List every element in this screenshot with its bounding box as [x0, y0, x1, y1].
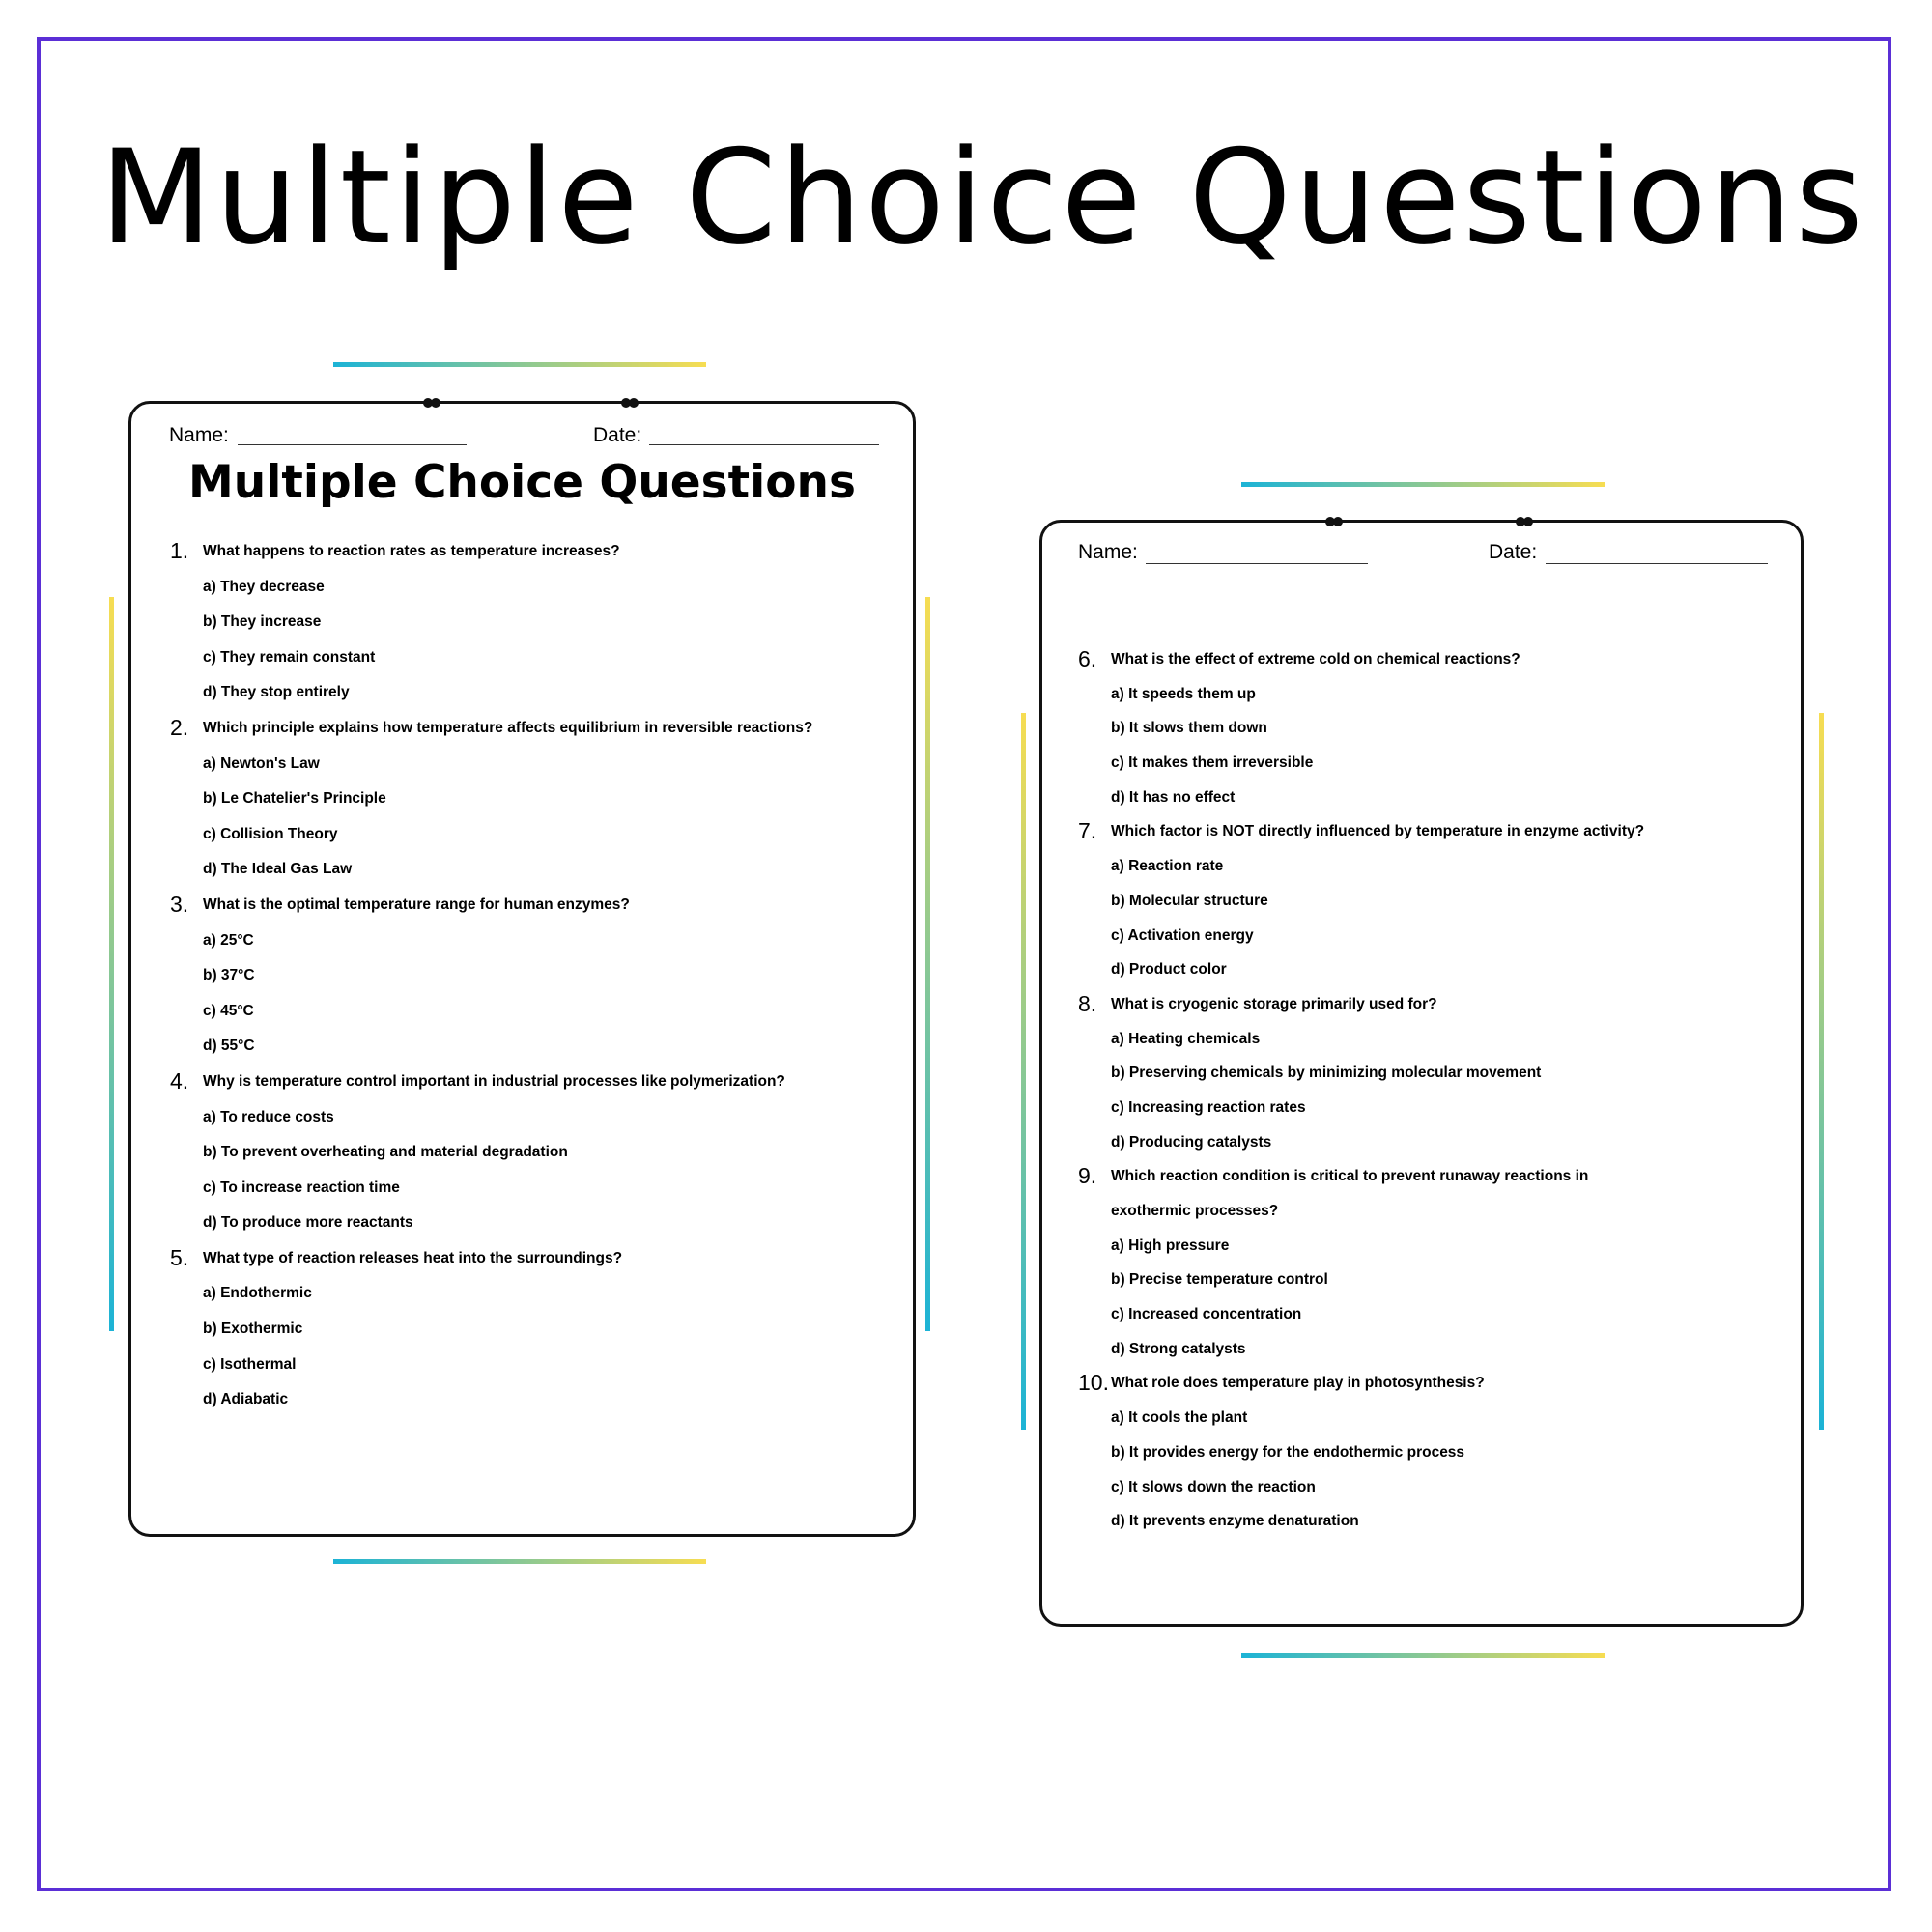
answer-option[interactable]: c) To increase reaction time [203, 1179, 400, 1196]
answer-option[interactable]: b) Precise temperature control [1111, 1271, 1328, 1289]
answer-option[interactable]: b) Molecular structure [1111, 892, 1268, 909]
binder-ring-icon [1325, 517, 1343, 526]
answer-option[interactable]: d) Adiabatic [203, 1391, 289, 1408]
question-number: 10. [1078, 1370, 1109, 1396]
answer-option[interactable]: b) 37°C [203, 967, 255, 984]
answer-option[interactable]: b) Exothermic [203, 1321, 303, 1338]
binder-ring-icon [1516, 517, 1533, 526]
answer-option[interactable]: a) They decrease [203, 578, 325, 595]
date-label: Date: [1489, 541, 1538, 563]
accent-line-bottom-right [1241, 1653, 1605, 1658]
answer-option[interactable]: c) Increasing reaction rates [1111, 1098, 1306, 1116]
accent-line-right-inner [1819, 713, 1824, 1430]
accent-line-left-inner [925, 597, 930, 1331]
accent-line-right-outer [1021, 713, 1026, 1430]
accent-line-top-left [333, 362, 706, 367]
accent-line-bottom-left [333, 1559, 706, 1564]
binder-ring-icon [621, 398, 639, 408]
question-text: What role does temperature play in photosynthesis? [1111, 1375, 1485, 1392]
answer-option[interactable]: a) It cools the plant [1111, 1409, 1248, 1427]
accent-line-top-right [1241, 482, 1605, 487]
question-list [170, 534, 895, 1418]
answer-option[interactable]: d) It prevents enzyme denaturation [1111, 1513, 1359, 1530]
answer-option[interactable]: a) To reduce costs [203, 1108, 334, 1125]
question-number: 3. [170, 891, 189, 917]
worksheet-page-1 [128, 401, 916, 1537]
answer-option[interactable]: c) Activation energy [1111, 926, 1254, 944]
question-item [1078, 1159, 1783, 1366]
answer-option[interactable]: c) Isothermal [203, 1355, 297, 1373]
date-label: Date: [593, 424, 642, 446]
question-text: What is the optimal temperature range for human enzymes? [203, 895, 630, 913]
question-item [170, 1065, 895, 1241]
answer-option[interactable]: b) To prevent overheating and material degradation [203, 1144, 568, 1161]
question-number: 9. [1078, 1163, 1097, 1189]
answer-option[interactable]: d) Product color [1111, 961, 1227, 979]
answer-option[interactable]: b) It provides energy for the endothermic process [1111, 1443, 1465, 1461]
answer-option[interactable]: b) Preserving chemicals by minimizing molecular movement [1111, 1065, 1542, 1082]
question-text: What is the effect of extreme cold on chemical reactions? [1111, 651, 1520, 668]
question-text: Which factor is NOT directly influenced by temperature in enzyme activity? [1111, 823, 1645, 840]
binder-ring-icon [423, 398, 440, 408]
answer-option[interactable]: c) Collision Theory [203, 825, 338, 842]
question-text: Why is temperature control important in industrial processes like polymerization? [203, 1072, 785, 1090]
question-text: What happens to reaction rates as temperature increases? [203, 543, 620, 559]
question-item [170, 534, 895, 711]
answer-option[interactable]: d) It has no effect [1111, 788, 1236, 806]
question-number: 7. [1078, 818, 1097, 844]
answer-option[interactable]: d) The Ideal Gas Law [203, 861, 353, 878]
question-text: What type of reaction releases heat into the surroundings? [203, 1249, 623, 1266]
answer-option[interactable]: a) Reaction rate [1111, 858, 1224, 875]
answer-option[interactable]: a) Heating chemicals [1111, 1030, 1261, 1047]
date-field[interactable] [649, 444, 879, 445]
name-label: Name: [169, 424, 229, 446]
answer-option[interactable]: b) Le Chatelier's Principle [203, 790, 386, 808]
worksheet-title: Multiple Choice Questions [188, 456, 856, 509]
question-number: 6. [1078, 646, 1097, 671]
question-text-continued: exothermic processes? [1111, 1203, 1279, 1219]
name-label: Name: [1078, 541, 1138, 563]
question-text: What is cryogenic storage primarily used for? [1111, 995, 1437, 1012]
answer-option[interactable]: a) 25°C [203, 931, 254, 949]
question-number: 4. [170, 1067, 189, 1094]
answer-option[interactable]: d) 55°C [203, 1037, 255, 1055]
worksheet-page-2 [1039, 520, 1804, 1627]
answer-option[interactable]: a) High pressure [1111, 1236, 1230, 1254]
answer-option[interactable]: a) Newton's Law [203, 754, 320, 772]
name-field[interactable] [1146, 563, 1368, 564]
answer-option[interactable]: c) It makes them irreversible [1111, 754, 1314, 772]
question-item [1078, 642, 1783, 814]
question-text: Which reaction condition is critical to prevent runaway reactions in [1111, 1168, 1589, 1185]
question-item [1078, 814, 1783, 986]
answer-option[interactable]: d) They stop entirely [203, 684, 350, 701]
accent-line-left-outer [109, 597, 114, 1331]
name-field[interactable] [238, 444, 467, 445]
question-number: 2. [170, 714, 189, 740]
question-number: 1. [170, 538, 189, 563]
answer-option[interactable]: c) 45°C [203, 1002, 254, 1019]
answer-option[interactable]: b) It slows them down [1111, 720, 1267, 737]
question-number: 8. [1078, 990, 1097, 1016]
question-item [1078, 1366, 1783, 1538]
answer-option[interactable]: c) Increased concentration [1111, 1306, 1302, 1323]
question-list [1078, 642, 1783, 1539]
question-item [170, 711, 895, 888]
answer-option[interactable]: c) It slows down the reaction [1111, 1478, 1316, 1495]
answer-option[interactable]: a) Endothermic [203, 1285, 312, 1302]
question-number: 5. [170, 1244, 189, 1270]
answer-option[interactable]: a) It speeds them up [1111, 685, 1256, 702]
question-item [170, 888, 895, 1065]
answer-option[interactable]: d) Producing catalysts [1111, 1133, 1272, 1151]
answer-option[interactable]: d) To produce more reactants [203, 1214, 413, 1232]
answer-option[interactable]: b) They increase [203, 613, 322, 631]
question-text: Which principle explains how temperature affects equilibrium in reversible reactions? [203, 719, 813, 736]
date-field[interactable] [1546, 563, 1768, 564]
page-title: Multiple Choice Questions [99, 122, 1866, 273]
answer-option[interactable]: d) Strong catalysts [1111, 1340, 1246, 1357]
answer-option[interactable]: c) They remain constant [203, 648, 376, 666]
question-item [170, 1241, 895, 1418]
question-item [1078, 987, 1783, 1159]
